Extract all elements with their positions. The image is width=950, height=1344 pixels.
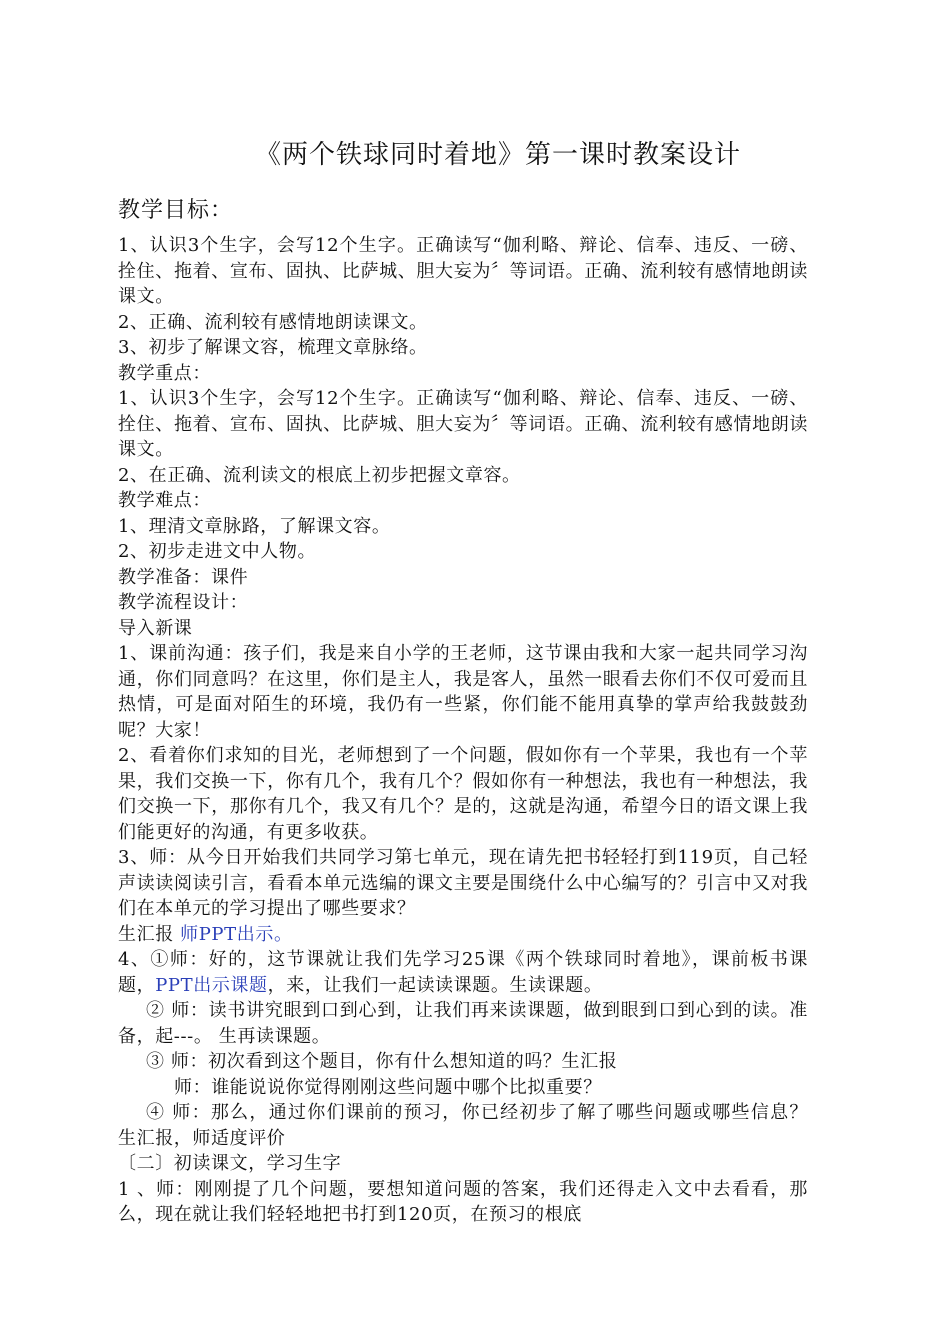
paragraph-3-tail — [118, 922, 808, 948]
heading-difficulties: 教学难点： — [118, 490, 211, 511]
ppt-note: 师PPT出示。 — [180, 923, 293, 945]
section-2-heading: 〔二〕初读课文，学习生字 — [118, 1153, 342, 1174]
difficulty-2: 2、初步走进文中人物。 — [118, 541, 317, 562]
key-point-1: 1、认识3个生字，会写12个生字。正确读写“伽利略、辩论、信奉、违反、一磅、拴住、拖着、宣布、固执、比萨城、胆大妄为〞等词语。正确、流利较有感情地朗读课文。 — [118, 388, 808, 460]
paragraph-4-text-a: 4、①师：好的，这节课就让我们先学习25课《两个铁球同时着地》，课前板书课题， — [118, 949, 808, 996]
document-body — [118, 233, 808, 1228]
paragraph-1: 1、课前沟通：孩子们，我是来自小学的王老师，这节课由我和大家一起共同学习沟通，你们同意吗？在这里，你们是主人，我是客人，虽然一眼看去你们不仅可爱而且热情，可是面对陌生的环境，我仍有一些紧，你们能不能用真挚的掌声给我鼓鼓劲呢？大家！ — [118, 643, 808, 741]
document-title: 《两个铁球同时着地》第一课时教案设计 — [254, 140, 741, 170]
student-report: 生汇报 — [118, 923, 181, 945]
objective-1: 1、认识3个生字，会写12个生字。正确读写“伽利略、辩论、信奉、违反、一磅、拴住、拖着、宣布、固执、比萨城、胆大妄为〞等词语。正确、流利较有感情地朗读课文。 — [118, 235, 808, 307]
teaching-preparation: 教学准备：课件 — [118, 566, 249, 588]
paragraph-4 — [118, 947, 808, 998]
paragraph-4-text-c: ，来，让我们一起读读课题。生读课题。 — [267, 974, 603, 996]
paragraph-2: 2、看着你们求知的目光，老师想到了一个问题，假如你有一个苹果，我也有一个苹果，我们交换一下，你有几个，我有几个？假如你有一种想法，我也有一种想法，我们交换一下，那你有几个，我又有几个？是的，这就是沟通，希望今日的语文课上我们能更好的沟通，有更多收获。 — [118, 745, 808, 843]
key-point-2: 2、在正确、流利读文的根底上初步把握文章容。 — [118, 464, 521, 486]
intro-heading: 导入新课 — [118, 617, 193, 639]
objective-3: 3、初步了解课文容，梳理文章脉络。 — [118, 337, 428, 358]
objective-2: 2、正确、流利较有感情地朗读课文。 — [118, 311, 428, 333]
paragraph-5: 1 、师：刚刚提了几个问题，要想知道问题的答案，我们还得走入文中去看看，那么，现在就让我们轻轻地把书打到120页，在预习的根底 — [118, 1178, 808, 1225]
document-page — [118, 130, 808, 1228]
paragraph-4-4: ④ 师：那么，通过你们课前的预习，你已经初步了解了哪些问题或哪些信息？ 生汇报，师适度评价 — [118, 1102, 808, 1149]
heading-objectives: 教学目标： — [118, 198, 234, 223]
paragraph-3: 3、师：从今日开始我们共同学习第七单元，现在请先把书轻轻打到119页，自己轻声读读阅读引言，看看本单元选编的课文主要是围绕什么中心编写的？引言中又对我们在本单元的学习提出了哪些要求？ — [118, 847, 808, 919]
teaching-flow: 教学流程设计： — [118, 592, 249, 613]
paragraph-4-3: ③ 师：初次看到这个题目，你有什么想知道的吗？生汇报 — [146, 1051, 618, 1072]
heading-key-points: 教学重点： — [118, 362, 211, 384]
paragraph-4-3b: 师：谁能说说你觉得刚刚这些问题中哪个比拟重要？ — [174, 1076, 602, 1098]
paragraph-4-2: ② 师：读书讲究眼到口到心到，让我们再来读课题，做到眼到口到心到的读。准备，起---。 生再读课题。 — [118, 1000, 808, 1047]
difficulty-1: 1、理清文章脉路，了解课文容。 — [118, 515, 391, 537]
ppt-title-note: PPT出示课题 — [155, 974, 268, 996]
